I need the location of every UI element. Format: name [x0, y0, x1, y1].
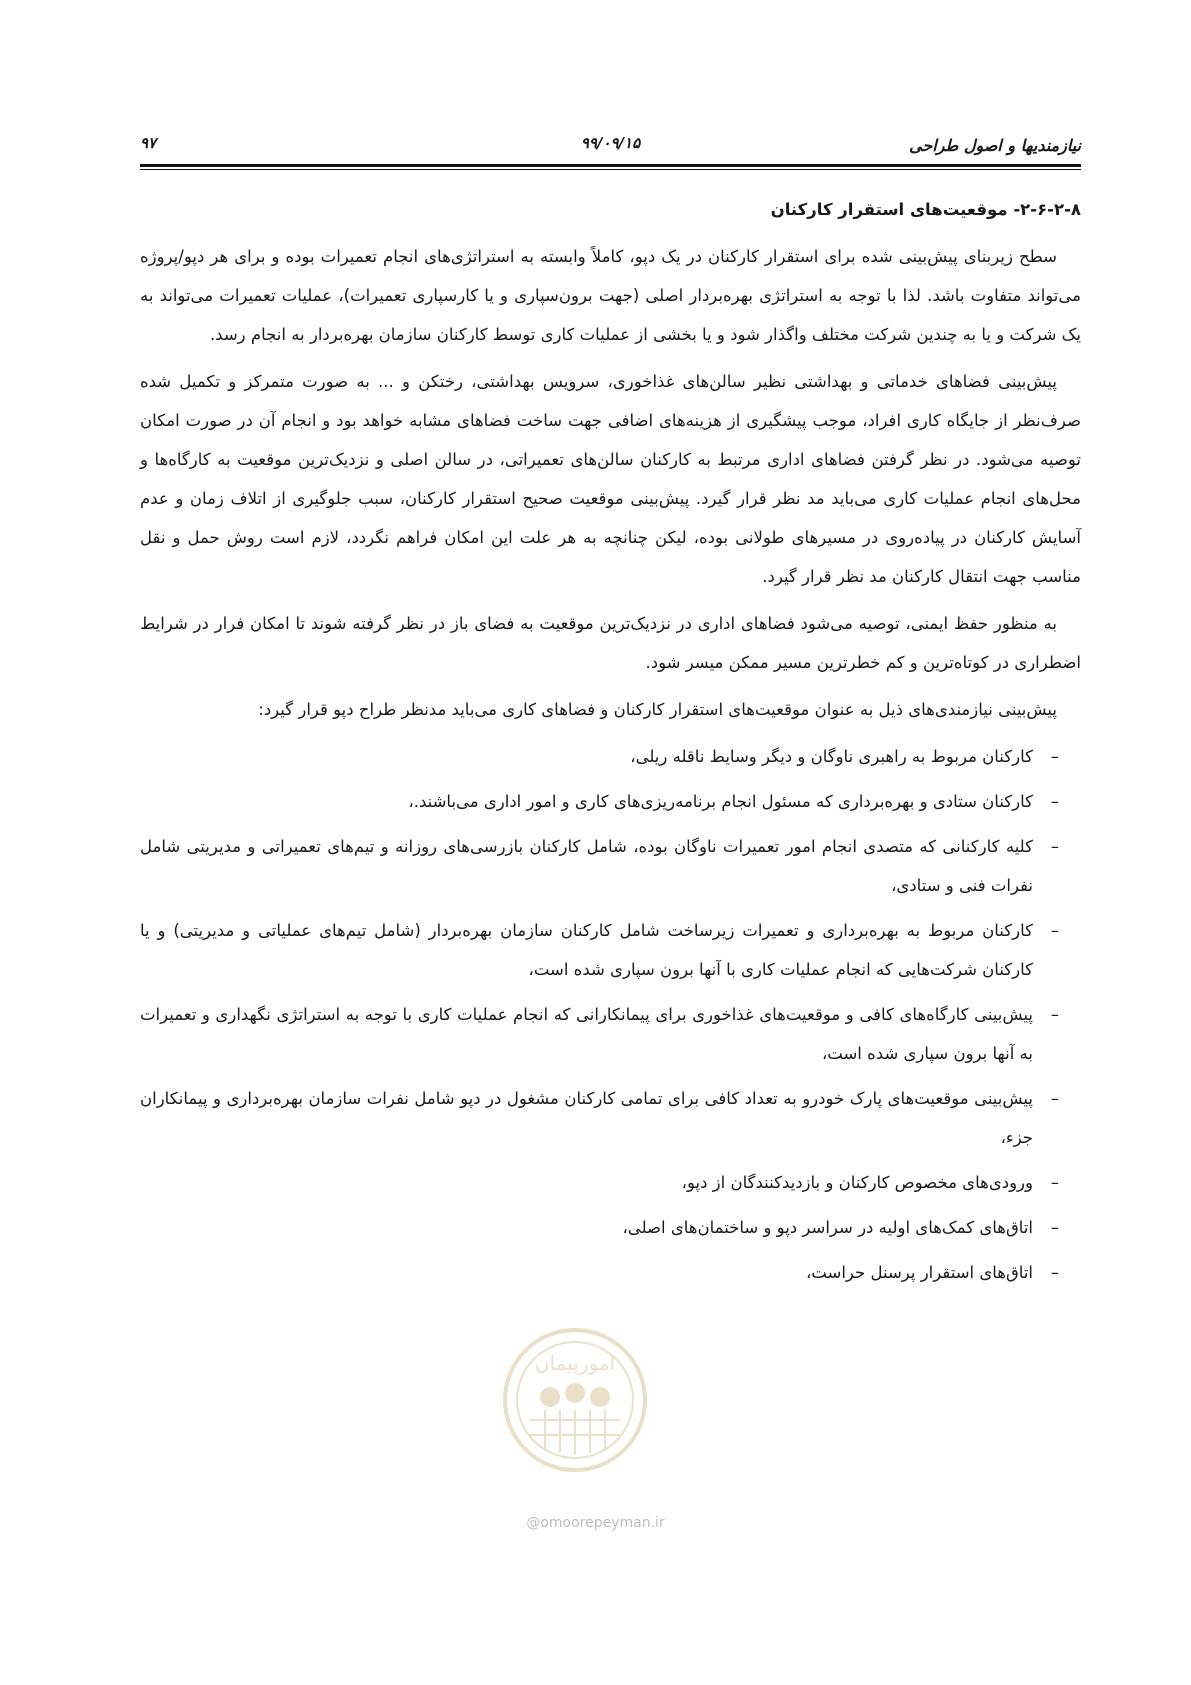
dash-marker: – — [1050, 1173, 1059, 1192]
dash-marker: – — [1050, 1218, 1059, 1237]
list-item-text: ورودی‌های مخصوص کارکنان و بازدیدکنندگان از دپو، — [681, 1173, 1033, 1192]
dash-marker: – — [1050, 747, 1059, 766]
header-rule-thick — [140, 164, 1081, 167]
page-number: ۹۷ — [140, 134, 157, 152]
list-item-text: کارکنان ستادی و بهره‌برداری که مسئول انجام برنامه‌ریزی‌های کاری و امور اداری می‌باشند.، — [408, 792, 1033, 811]
list-item — [140, 911, 1081, 989]
list-item-text: کلیه کارکنانی که متصدی انجام امور تعمیرات ناوگان بوده، شامل کارکنان بازرسی‌های روزانه و تیم‌های تعمیراتی و مدیریتی شامل نفرات فنی و ستادی، — [140, 837, 1033, 895]
list-item — [140, 995, 1081, 1073]
list-item — [140, 1079, 1081, 1157]
watermark-seal-icon — [500, 1325, 650, 1475]
list-item-text: پیش‌بینی موقعیت‌های پارک خودرو به تعداد کافی برای تمامی کارکنان مشغول در دپو شامل نفرات سازمان بهره‌برداری و پیمانکاران جزء، — [140, 1089, 1033, 1147]
list-item-text: کارکنان مربوط به راهبری ناوگان و دیگر وسایط ناقله ریلی، — [630, 747, 1033, 766]
header-rule-thin — [140, 169, 1081, 170]
list-item-text: پیش‌بینی کارگاه‌های کافی و موقعیت‌های غذاخوری برای پیمانکارانی که انجام عملیات کاری با توجه به استراتژی نگهداری و تعمیرات به آنها برون سپاری شده است، — [140, 1005, 1033, 1063]
list-item — [140, 737, 1081, 776]
watermark-logo-text: امورپیمان — [534, 1351, 616, 1375]
list-item-text: کارکنان مربوط به بهره‌برداری و تعمیرات زیرساخت شامل کارکنان سازمان بهره‌بردار (شامل تیم‌های عملیاتی و مدیریتی) و یا کارکنان شرکت‌هایی که انجام عملیات کاری با آنها برون سپاری شده است، — [140, 921, 1033, 979]
list-item — [140, 1253, 1081, 1292]
dash-marker: – — [1050, 921, 1059, 940]
section-heading: ۲-۶-۲-۸- موقعیت‌های استقرار کارکنان — [770, 200, 1081, 219]
paragraph-1: سطح زیربنای پیش‌بینی شده برای استقرار کارکنان در یک دپو، کاملاً وابسته به استراتژی‌های انجام تعمیرات بوده و برای هر دپو/پروژه می‌تواند متفاوت باشد. لذا با توجه به استراتژی بهره‌بردار اصلی (جهت برون‌سپاری و یا کارسپاری تعمیرات)، عملیات تعمیرات می‌تواند به یک شرکت و یا به چندین شرکت مختلف واگذار شود و یا بخشی از عملیات کاری توسط کارکنان سازمان بهره‌بردار به انجام رسد. — [140, 247, 1081, 344]
header-title: نیازمندیها و اصول طراحی — [909, 136, 1081, 155]
running-header — [140, 128, 1081, 162]
body-content — [140, 190, 1081, 1298]
list-item — [140, 1163, 1081, 1202]
list-item-text: اتاق‌های استقرار پرسنل حراست، — [805, 1263, 1033, 1282]
paragraph-3: به منظور حفظ ایمنی، توصیه می‌شود فضاهای اداری در نزدیک‌ترین موقعیت به فضای باز در نظر گرفته شوند تا امکان فرار در شرایط اضطراری در کوتاه‌ترین و کم خطرترین مسیر ممکن میسر شود. — [140, 614, 1081, 672]
paragraph-4: پیش‌بینی نیازمندی‌های ذیل به عنوان موقعیت‌های استقرار کارکنان و فضاهای کاری می‌باید مدنظر طراح دپو قرار گیرد: — [258, 700, 1057, 719]
dash-marker: – — [1050, 1263, 1059, 1282]
watermark-url: @omoorepeyman.ir — [526, 1515, 665, 1531]
requirements-list — [140, 737, 1081, 1292]
list-item — [140, 1208, 1081, 1247]
list-item — [140, 782, 1081, 821]
dash-marker: – — [1050, 837, 1059, 856]
dash-marker: – — [1050, 792, 1059, 811]
list-item — [140, 827, 1081, 905]
list-item-text: اتاق‌های کمک‌های اولیه در سراسر دپو و ساختمان‌های اصلی، — [622, 1218, 1033, 1237]
header-date: ۹۹/۰۹/۱۵ — [580, 134, 641, 152]
paragraph-2: پیش‌بینی فضاهای خدماتی و بهداشتی نظیر سالن‌های غذاخوری، سرویس بهداشتی، رختکن و ... به صورت متمرکز و تکمیل شده صرف‌نظر از جایگاه کاری افراد، موجب پیشگیری از هزینه‌های اضافی جهت ساخت فضاهای مشابه خواهد بود و انجام آن در صورت امکان توصیه می‌شود. در نظر گرفتن فضاهای اداری مرتبط به کارکنان سالن‌های تعمیراتی، در سالن اصلی و نزدیک‌ترین موقعیت به کارگاه‌ها و محل‌های انجام عملیات کاری می‌باید مد نظر قرار گیرد. پیش‌بینی موقعیت صحیح استقرار کارکنان، سبب جلوگیری از اتلاف زمان و عدم آسایش کارکنان در پیاده‌روی در مسیرهای طولانی بوده، لیکن چنانچه به هر علت این امکان فراهم نگردد، لازم است روش حمل و نقل مناسب جهت انتقال کارکنان مد نظر قرار گیرد. — [140, 372, 1081, 586]
dash-marker: – — [1050, 1005, 1059, 1024]
dash-marker: – — [1050, 1089, 1059, 1108]
